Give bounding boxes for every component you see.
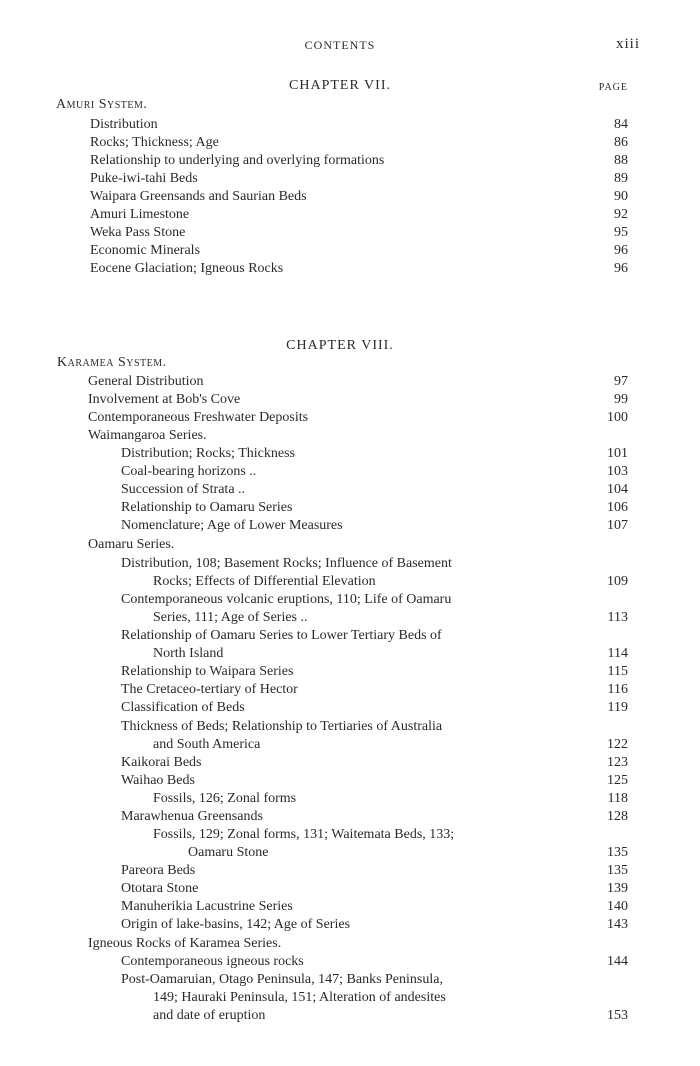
amuri-system-heading: Amuri System. [56, 97, 148, 112]
entry-title: Ototara Stone [121, 881, 199, 896]
entry-page-number: 153 [607, 1008, 628, 1023]
entry-page-number: 101 [607, 446, 628, 461]
entry-page-number: 97 [614, 374, 628, 389]
chapter-vii-entry [0, 224, 700, 242]
chapter-viii-entry [0, 826, 700, 844]
entry-page-number: 118 [607, 791, 628, 806]
chapter-vii-entry [0, 134, 700, 152]
entry-page-number: 135 [607, 845, 628, 860]
chapter-viii-entry [0, 645, 700, 663]
chapter-viii-entry [0, 989, 700, 1007]
entry-title: Coal-bearing horizons .. [121, 464, 257, 479]
entry-title: and date of eruption [153, 1008, 266, 1023]
entry-title: The Cretaceo-tertiary of Hector [121, 682, 298, 697]
entry-title: Classification of Beds [121, 700, 245, 715]
chapter-viii-entry [0, 445, 700, 463]
entry-title: Relationship to underlying and overlying formations [90, 153, 385, 168]
chapter-vii-entry [0, 170, 700, 188]
entry-page-number: 88 [614, 153, 628, 168]
chapter-vii-heading: CHAPTER VII. [289, 78, 391, 93]
page-number: xiii [615, 36, 640, 52]
chapter-viii-entry [0, 699, 700, 717]
entry-title: Post-Oamaruian, Otago Peninsula, 147; Banks Peninsula, [121, 972, 443, 987]
entry-page-number: 113 [607, 610, 628, 625]
chapter-viii-entry [0, 536, 700, 554]
entry-title: Relationship of Oamaru Series to Lower Tertiary Beds of [121, 628, 442, 643]
entry-title: Thickness of Beds; Relationship to Tertiaries of Australia [121, 719, 443, 734]
entry-page-number: 107 [607, 518, 628, 533]
chapter-viii-entry [0, 1007, 700, 1025]
entry-title: Relationship to Waipara Series [121, 664, 294, 679]
entry-title: Relationship to Oamaru Series [121, 500, 293, 515]
entry-page-number: 128 [607, 809, 628, 824]
chapter-viii-entry [0, 409, 700, 427]
chapter-viii-entry [0, 736, 700, 754]
entry-page-number: 125 [607, 773, 628, 788]
entry-page-number: 96 [614, 261, 628, 276]
entry-page-number: 95 [614, 225, 628, 240]
entry-page-number: 92 [614, 207, 628, 222]
entry-page-number: 89 [614, 171, 628, 186]
chapter-viii-entry [0, 971, 700, 989]
entry-title: Involvement at Bob's Cove [88, 392, 241, 407]
entry-page-number: 114 [607, 646, 628, 661]
chapter-vii-entry [0, 206, 700, 224]
page-column-label: PAGE [598, 82, 628, 93]
entry-title: Contemporaneous Freshwater Deposits [88, 410, 309, 425]
entry-page-number: 143 [607, 917, 628, 932]
entry-title: Nomenclature; Age of Lower Measures [121, 518, 343, 533]
chapter-viii-entry [0, 481, 700, 499]
entry-page-number: 103 [607, 464, 628, 479]
entry-title: Kaikorai Beds [121, 755, 202, 770]
chapter-viii-entry [0, 373, 700, 391]
chapter-viii-entry [0, 916, 700, 934]
entry-title: Succession of Strata .. [121, 482, 246, 497]
chapter-viii-entry [0, 681, 700, 699]
chapter-vii-entry [0, 116, 700, 134]
entry-title: Amuri Limestone [90, 207, 190, 222]
chapter-viii-entry [0, 953, 700, 971]
entry-title: General Distribution [88, 374, 204, 389]
entry-title: Eocene Glaciation; Igneous Rocks [90, 261, 284, 276]
entry-page-number: 116 [607, 682, 628, 697]
chapter-viii-entry [0, 573, 700, 591]
entry-title: Waihao Beds [121, 773, 195, 788]
chapter-vii-entry [0, 188, 700, 206]
entry-page-number: 106 [607, 500, 628, 515]
entry-title: and South America [153, 737, 261, 752]
chapter-viii-entry [0, 935, 700, 953]
entry-page-number: 139 [607, 881, 628, 896]
chapter-viii-entry [0, 844, 700, 862]
chapter-viii-entry [0, 591, 700, 609]
entry-page-number: 100 [607, 410, 628, 425]
chapter-viii-entry [0, 880, 700, 898]
chapter-viii-entry [0, 517, 700, 535]
entry-title: Marawhenua Greensands [121, 809, 263, 824]
entry-title: North Island [153, 646, 224, 661]
chapter-viii-entry [0, 790, 700, 808]
entry-page-number: 109 [607, 574, 628, 589]
entry-title: Series, 111; Age of Series .. [153, 610, 308, 625]
entry-title: Origin of lake-basins, 142; Age of Series [121, 917, 351, 932]
entry-title: Oamaru Stone [188, 845, 269, 860]
running-head [0, 38, 700, 58]
chapter-viii-entry [0, 754, 700, 772]
chapter-viii-entry [0, 663, 700, 681]
entry-page-number: 144 [607, 954, 628, 969]
entry-title: Oamaru Series. [88, 537, 175, 552]
entry-title: Manuherikia Lacustrine Series [121, 899, 293, 914]
entry-page-number: 135 [607, 863, 628, 878]
entry-page-number: 123 [607, 755, 628, 770]
chapter-viii-entry [0, 772, 700, 790]
entry-title: Waipara Greensands and Saurian Beds [90, 189, 307, 204]
chapter-vii-entry [0, 260, 700, 278]
entry-title: 149; Hauraki Peninsula, 151; Alteration of andesites [153, 990, 446, 1005]
chapter-viii-entry [0, 499, 700, 517]
entry-page-number: 140 [607, 899, 628, 914]
entry-page-number: 115 [607, 664, 628, 679]
entry-title: Contemporaneous igneous rocks [121, 954, 304, 969]
entry-title: Igneous Rocks of Karamea Series. [88, 936, 282, 951]
entry-page-number: 96 [614, 243, 628, 258]
entry-page-number: 122 [607, 737, 628, 752]
entry-page-number: 99 [614, 392, 628, 407]
entry-title: Weka Pass Stone [90, 225, 186, 240]
chapter-viii-entry [0, 718, 700, 736]
entry-title: Distribution, 108; Basement Rocks; Influence of Basement [121, 556, 452, 571]
chapter-viii-entry [0, 555, 700, 573]
entry-title: Contemporaneous volcanic eruptions, 110; Life of Oamaru [121, 592, 452, 607]
chapter-viii-entry [0, 427, 700, 445]
entry-title: Economic Minerals [90, 243, 201, 258]
entry-title: Distribution; Rocks; Thickness [121, 446, 295, 461]
entry-page-number: 104 [607, 482, 628, 497]
entry-title: Fossils, 129; Zonal forms, 131; Waitemata Beds, 133; [153, 827, 455, 842]
entry-title: Distribution [90, 117, 158, 132]
entry-page-number: 90 [614, 189, 628, 204]
entry-title: Rocks; Effects of Differential Elevation [153, 574, 376, 589]
entry-title: Puke-iwi-tahi Beds [90, 171, 198, 186]
chapter-viii-entry [0, 898, 700, 916]
entry-title: Waimangaroa Series. [88, 428, 207, 443]
karamea-system-heading: Karamea System. [57, 355, 167, 370]
entry-page-number: 119 [607, 700, 628, 715]
entry-title: Pareora Beds [121, 863, 196, 878]
entry-title: Rocks; Thickness; Age [90, 135, 219, 150]
chapter-viii-heading: CHAPTER VIII. [286, 338, 394, 353]
running-title: CONTENTS [304, 38, 376, 52]
chapter-vii-entry [0, 242, 700, 260]
entry-page-number: 86 [614, 135, 628, 150]
chapter-viii-entry [0, 627, 700, 645]
chapter-viii-entry [0, 808, 700, 826]
chapter-viii-entry [0, 609, 700, 627]
chapter-viii-entry [0, 391, 700, 409]
chapter-viii-entry [0, 862, 700, 880]
entry-page-number: 84 [614, 117, 628, 132]
entry-title: Fossils, 126; Zonal forms [153, 791, 297, 806]
chapter-viii-entry [0, 463, 700, 481]
chapter-vii-entry [0, 152, 700, 170]
